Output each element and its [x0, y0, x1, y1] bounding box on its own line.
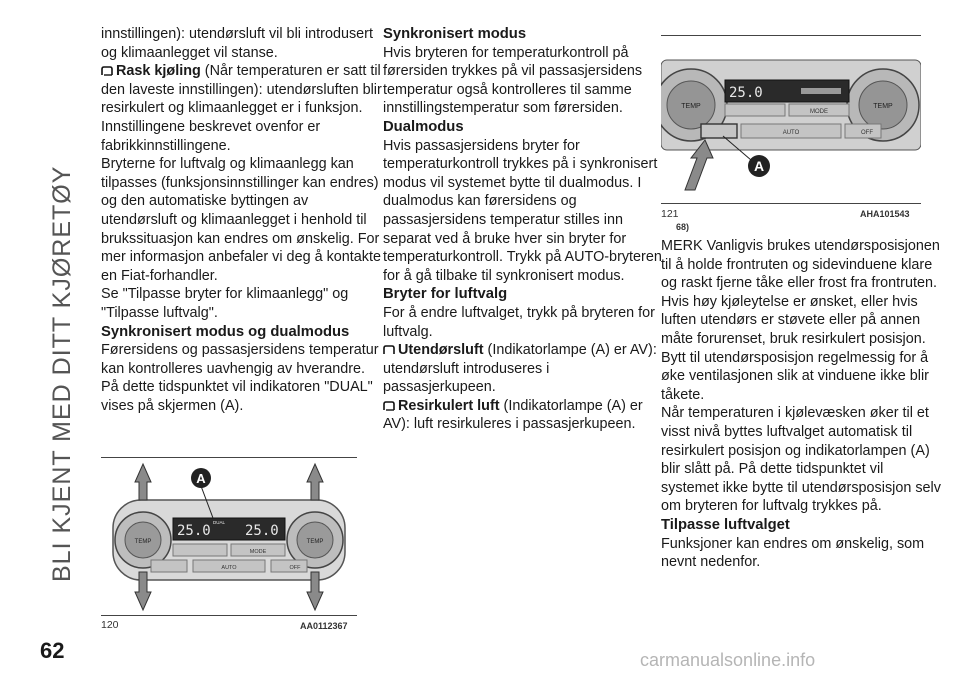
figure1-knob-left-label: TEMP [134, 539, 152, 545]
figure2-caption-number: 121 [661, 208, 679, 220]
figure2-knob-right-label: TEMP [873, 103, 893, 110]
figure2-display-left: 25.0 [729, 85, 763, 101]
figure1-arrow-top-right [307, 464, 323, 500]
rask-kjoling-text: (Når temperaturen er satt til den laveste innstillingen): utendørsluften blir resirkulert og klimaanlegget er i funksjon. [101, 63, 382, 117]
column-1 [101, 25, 383, 415]
utendorsluft-title: Utendørsluft [398, 342, 484, 359]
outside-air-icon [383, 345, 395, 355]
figure1-climate-panel [101, 460, 357, 615]
figure2-top-rule [661, 35, 921, 36]
col3-paragraph-3: Funksjoner kan endres om ønskelig, som nevnt nedenfor. [661, 535, 925, 571]
heading-sync: Synkronisert modus [383, 26, 527, 42]
col1-paragraph-5: Førersidens og passasjersidens temperatur kan kontrolleres uavhengig av hverandre. På dette tidspunktet vil indikatoren "DUAL" vises på skjermen (A). [101, 342, 379, 414]
rask-kjoling-title: Rask kjøling [116, 63, 201, 80]
figure1-btn-fan [173, 544, 227, 556]
resirkulert-text: (Indikatorlampe (A) er AV): luft resirkuleres i passasjerkupeen. [383, 397, 643, 433]
figure2-btn-mode-label: MODE [810, 109, 828, 115]
figure1-label-a: A [196, 471, 206, 486]
figure2-climate-panel-detail [661, 40, 921, 200]
figure2-caption-code: AHA101543 [860, 209, 910, 219]
resirkulert-title: Resirkulert luft [398, 397, 500, 414]
figure1-caption-number: 120 [101, 619, 119, 631]
col2-utendorsluft [383, 341, 665, 397]
page-number: 62 [40, 638, 65, 663]
figure2-knob-left-label: TEMP [681, 103, 701, 110]
side-title-text: BLI KJENT MED DITT KJØRETØY [48, 165, 76, 582]
heading-dual: Dualmodus [383, 118, 464, 135]
col2-resirkulert [383, 397, 665, 434]
figure1-knob-right-label: TEMP [306, 539, 324, 545]
col2-paragraph-1: Hvis bryteren for temperaturkontroll på førersiden trykkes på vil passasjersidens temperatur også kontrolleres til samme innstillingstemperatur som førersiden. [383, 44, 643, 117]
figure2-btn-fan [725, 104, 785, 116]
figure1-bottom-rule [101, 615, 357, 616]
recirculation-icon [383, 401, 395, 411]
side-title [8, 22, 76, 622]
col1-paragraph-4: Se "Tilpasse bryter for klimaanlegg" og "Tilpasse luftvalg". [101, 286, 349, 321]
col3-paragraph-1: MERK Vanligvis brukes utendørsposisjonen til å holde frontruten og sidevinduene klare og raskt fjerne tåke eller frost fra frontruten. Hvis høy kjøleytelse er ønsket, eller hvis luften utendørs er støvete eller på annen måte forurenset, bruk resirkulert posisjon. Bytt til utendørsposisjon regelmessig for å øke ventilasjonen slik at vinduene ikke blir tåkete. [661, 238, 940, 403]
utendorsluft-text: (Indikatorlampe (A) er AV): utendørsluft introduseres i passasjerkupeen. [383, 342, 657, 396]
figure1-caption-code: AA0112367 [300, 621, 348, 631]
figure2-btn-recirc [701, 124, 737, 138]
col1-paragraph-2: Innstillingene beskrevet ovenfor er fabrikkinnstillingene. [101, 118, 321, 154]
figure1-btn-mode-label: MODE [249, 549, 267, 555]
watermark[interactable]: carmanualsonline.info [640, 650, 816, 670]
col1-paragraph-3: Bryterne for luftvalg og klimaanlegg kan tilpasses (funksjonsinnstillinger kan endres) og den automatiske byttingen av utendørsluft og klimaanlegget i henhold til brukssituasjon kan endres om ønskelig. For mer informasjon anbefaler vi deg å kontakte en Fiat-forhandler. [101, 156, 381, 284]
column-3 [661, 237, 943, 572]
figure1-top-rule [101, 457, 357, 458]
figure1-btn-auto-label: AUTO [221, 565, 237, 571]
col1-paragraph-1: innstillingen): utendørsluft vil bli introdusert og klimaanlegget vil stanse. [101, 26, 373, 61]
figure2-bottom-rule [661, 203, 921, 204]
col2-paragraph-3: For å endre luftvalget, trykk på bryteren for luftvalg. [383, 304, 655, 340]
figure1-display-left: 25.0 [177, 523, 211, 539]
heading-tilpasse: Tilpasse luftvalget [661, 516, 790, 533]
col1-rask-kjoling [101, 62, 383, 118]
figure1-arrow-top-left [135, 464, 151, 500]
column-2 [383, 25, 665, 434]
figure1-display-right: 25.0 [245, 523, 279, 539]
heading-sync-dual: Synkronisert modus og dualmodus [101, 323, 350, 340]
figure2-btn-auto-label: AUTO [782, 130, 800, 136]
figure2-btn-off-label: OFF [861, 130, 873, 136]
heading-luftvalg: Bryter for luftvalg [383, 286, 508, 303]
figure2-display-bars [801, 88, 841, 94]
col2-paragraph-2: Hvis passasjersidens bryter for temperaturkontroll trykkes på i synkronisert modus vil systemet bytte til dualmodus. I dualmodus kan førersidens og passasjersidens temperatur stilles inn separat ved å bruke hver sin bryter for temperaturkontroll. Trykk på AUTO-bryteren for å gå tilbake til synkronisert modus. [383, 137, 662, 284]
figure1-btn-recirc [151, 560, 187, 572]
figure1-display-dual: DUAL [213, 520, 226, 525]
col3-paragraph-2: Når temperaturen i kjølevæsken øker til et visst nivå byttes luftvalget automatisk til resirkulert posisjon og indikatorlampen (A) blir slått på. På dette tidspunktet vil systemet ikke bytte til utendørsposisjon selv om bryteren for luftvalg trykkes på. [661, 405, 941, 515]
recirculation-icon [101, 66, 113, 76]
figure2-caption-note: 68) [676, 222, 690, 232]
figure2-label-a: A [753, 158, 765, 174]
figure1-btn-off-label: OFF [289, 565, 301, 571]
